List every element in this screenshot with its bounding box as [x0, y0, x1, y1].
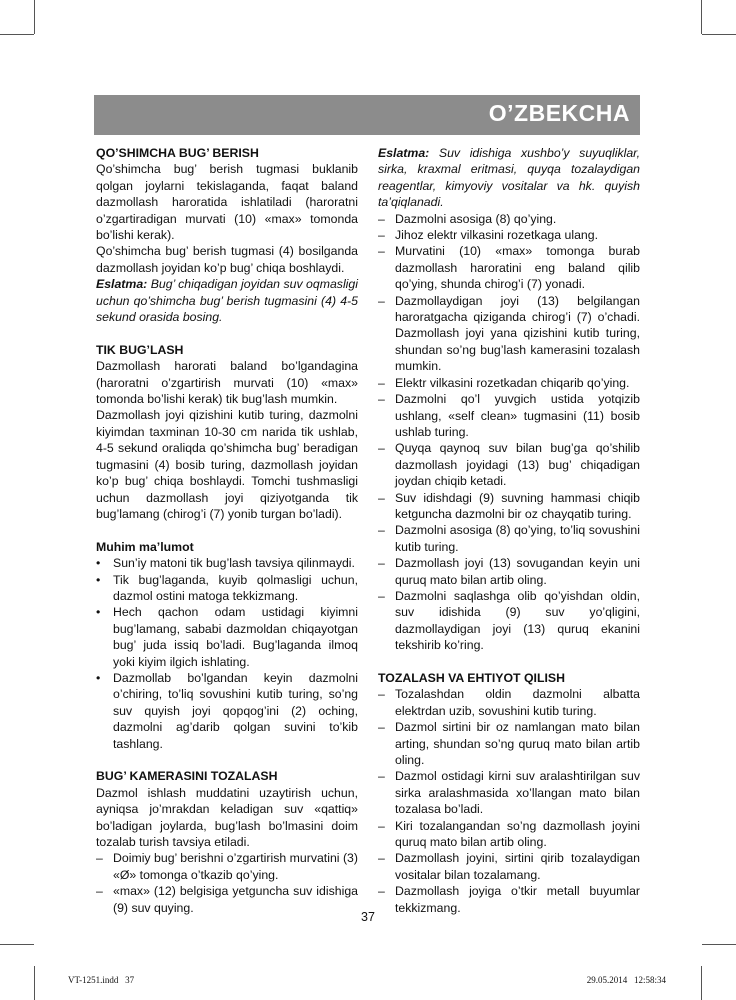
dash-list [96, 850, 358, 916]
section-title: QO’SHIMCHA BUG’ BERISH [96, 146, 259, 160]
section-title: TOZALASH VA EHTIYOT QILISH [378, 670, 565, 685]
bullet-list [96, 555, 358, 752]
crop-mark [0, 944, 34, 945]
list-item: – Dazmol sirtini bir oz namlangan mato bilan arting, shundan so’ng quruq mato bilan artib oling. [378, 720, 640, 768]
right-column [378, 145, 640, 916]
paragraph: Dazmol ishlash muddatini uzaytirish uchun, ayniqsa jo’mrakdan keladigan suv «qattiq» bo’ladigan joylarda, bug’lash bo’lmasini doim tozalab turish tavsiya etiladi. [96, 785, 358, 850]
language-title: O’ZBEKCHA [488, 100, 630, 126]
language-header-bar [94, 95, 640, 135]
section-title: BUG’ KAMERASINI TOZALASH [96, 769, 278, 784]
list-item: – Dazmollash joyi (13) sovugandan keyin uni quruq mato bilan artib oling. [378, 556, 640, 587]
list-item: – Murvatini (10) «max» tomonga burab dazmollash haroratini eng baland qilib qo’ying, shunda chirog’i (7) yonadi. [378, 244, 640, 292]
note-text: Bug’ chiqadigan joyidan suv oqmasligi uchun qo’shimcha bug’ berish tugmasini (4) 4-5 sekund orasida bosing. [96, 277, 358, 325]
list-item: – Jihoz elektr vilkasini rozetkaga ulang. [378, 228, 599, 243]
crop-mark [34, 0, 35, 34]
paragraph: Dazmollash harorati baland bo’lgandagina (haroratni o’zgartirish murvati (10) «max» tomonda bo’lishi kerak) tik bug’lash mumkin. [96, 359, 358, 407]
list-item: – Dazmolni asosiga (8) qo’ying, to’liq sovushini kutib turing. [378, 523, 640, 554]
list-item: – «max» (12) belgisiga yetguncha suv idishiga (9) suv quying. [96, 884, 358, 915]
list-item: – Dazmol ostidagi kirni suv aralashtirilgan suv sirka aralashmasida xo’llangan mato bilan tozalasa bo’ladi. [378, 769, 640, 817]
paragraph: Qo’shimcha bug’ berish tugmasi buklanib qolgan joylarni tekislaganda, faqat baland dazmollash haroratida ishlatiladi (haroratni o’zgartiradigan murvati (10) «max» tomonda bo’lishi kerak). [96, 162, 358, 243]
left-column [96, 145, 358, 916]
section-title: Muhim ma’lumot [96, 539, 194, 554]
list-item: – Dazmollash joyiga o’tkir metall buyumlar tekkizmang. [378, 884, 640, 915]
note-label: Eslatma: [96, 277, 148, 292]
list-item: – Dazmolni saqlashga olib qo’yishdan oldin, suv idishida (9) suv yo’qligini, dazmollaydigan joyi (13) quruq ekanini tekshirib ko’ring. [378, 588, 640, 653]
note-label: Eslatma: [378, 146, 430, 160]
print-date-info: 29.05.2014 12:58:34 [586, 975, 666, 985]
list-item: – Doimiy bug’ berishni o’zgartirish murvatini (3) «Ø» tomonga o’tkazib qo’ying. [96, 851, 358, 882]
list-item: – Suv idishdagi (9) suvning hammasi chiqib ketguncha dazmolni bir oz chayqatib turing. [378, 490, 640, 521]
paragraph: Qo’shimcha bug’ berish tugmasi (4) bosilganda dazmollash joyidan ko’p bug’ chiqa boshlaydi. [96, 244, 358, 275]
crop-mark [701, 0, 702, 34]
crop-mark [0, 34, 34, 35]
list-item: • Hech qachon odam ustidagi kiyimni bug’lamang, sababi dazmoldan chiqayotgan bug’ juda issiq bo’ladi. Bug’laganda ilmoq yoki kiyim ilgich ishlating. [96, 605, 358, 669]
list-item: – Tozalashdan oldin dazmolni albatta elektrdan uzib, sovushini kutib turing. [378, 687, 640, 718]
dash-list [378, 211, 640, 654]
note [378, 145, 640, 211]
list-item: – Quyqa qaynoq suv bilan bug’ga qo’shilib dazmollash joyidagi (13) bug’ chiqadigan joydan chiqib ketadi. [378, 441, 640, 489]
paragraph: Dazmollash joyi qizishini kutib turing, dazmolni kiyimdan taxminan 10-30 cm narida tik ushlab, 4-5 sekund oraliqda qo’shimcha bug’ beradigan tugmasini (4) bosib turing, dazmollash joyidan ko’p bug’ chiqa boshlaydi. Tomchi tushmasligi uchun dazmollash joyi qiziyotganda tik bug’lamang (chirog’i (7) yonib turgan bo’ladi). [96, 408, 358, 521]
list-item: – Dazmolni asosiga (8) qo’ying. [378, 211, 557, 226]
list-item: – Dazmollash joyini, sirtini qirib tozalaydigan vositalar bilan tozalamang. [378, 851, 640, 882]
crop-mark [701, 966, 702, 1000]
list-item: – Kiri tozalangandan so’ng dazmollash joyini quruq mato bilan artib oling. [378, 818, 640, 850]
list-item: – Elektr vilkasini rozetkadan chiqarib qo’ying. [378, 375, 630, 390]
list-item: • Tik bug’laganda, kuyib qolmasligi uchun, dazmol ostini matoga tekkizmang. [96, 572, 358, 603]
crop-mark [702, 944, 736, 945]
list-item: • Sun’iy matoni tik bug’lash tavsiya qilinmaydi. [96, 556, 355, 571]
list-item: – Dazmolni qo’l yuvgich ustida yotqizib ushlang, «self clean» tugmasini (11) bosib ushlab turing. [378, 392, 640, 439]
print-file-info: VT-1251.indd 37 [68, 975, 135, 985]
note [96, 276, 358, 325]
note-text: Suv idishiga xushbo’y suyuqliklar, sirka, kraxmal eritmasi, quyqa tozalaydigan reagentlar, kimyoviy vositalar va hk. quyish ta’qiqlanadi. [378, 146, 640, 210]
crop-mark [34, 966, 35, 1000]
page-number: 37 [361, 910, 375, 924]
crop-mark [702, 34, 736, 35]
list-item: – Dazmollaydigan joyi (13) belgilangan haroratgacha qiziganda chirog’i (7) o’chadi. Dazmollash joyi yana qizishini kutib turing, shundan so’ng bug’lash kamerasini tozalash mumkin. [378, 293, 640, 374]
list-item: • Dazmollab bo’lgandan keyin dazmolni o’chiring, to’liq sovushini kutib turing, so’ng suv quyish joyi qopqog’ini (2) oching, dazmolni ag’darib qolgan suvini to’kib tashlang. [96, 670, 358, 751]
section-title: TIK BUG’LASH [96, 342, 184, 357]
dash-list [378, 686, 640, 916]
